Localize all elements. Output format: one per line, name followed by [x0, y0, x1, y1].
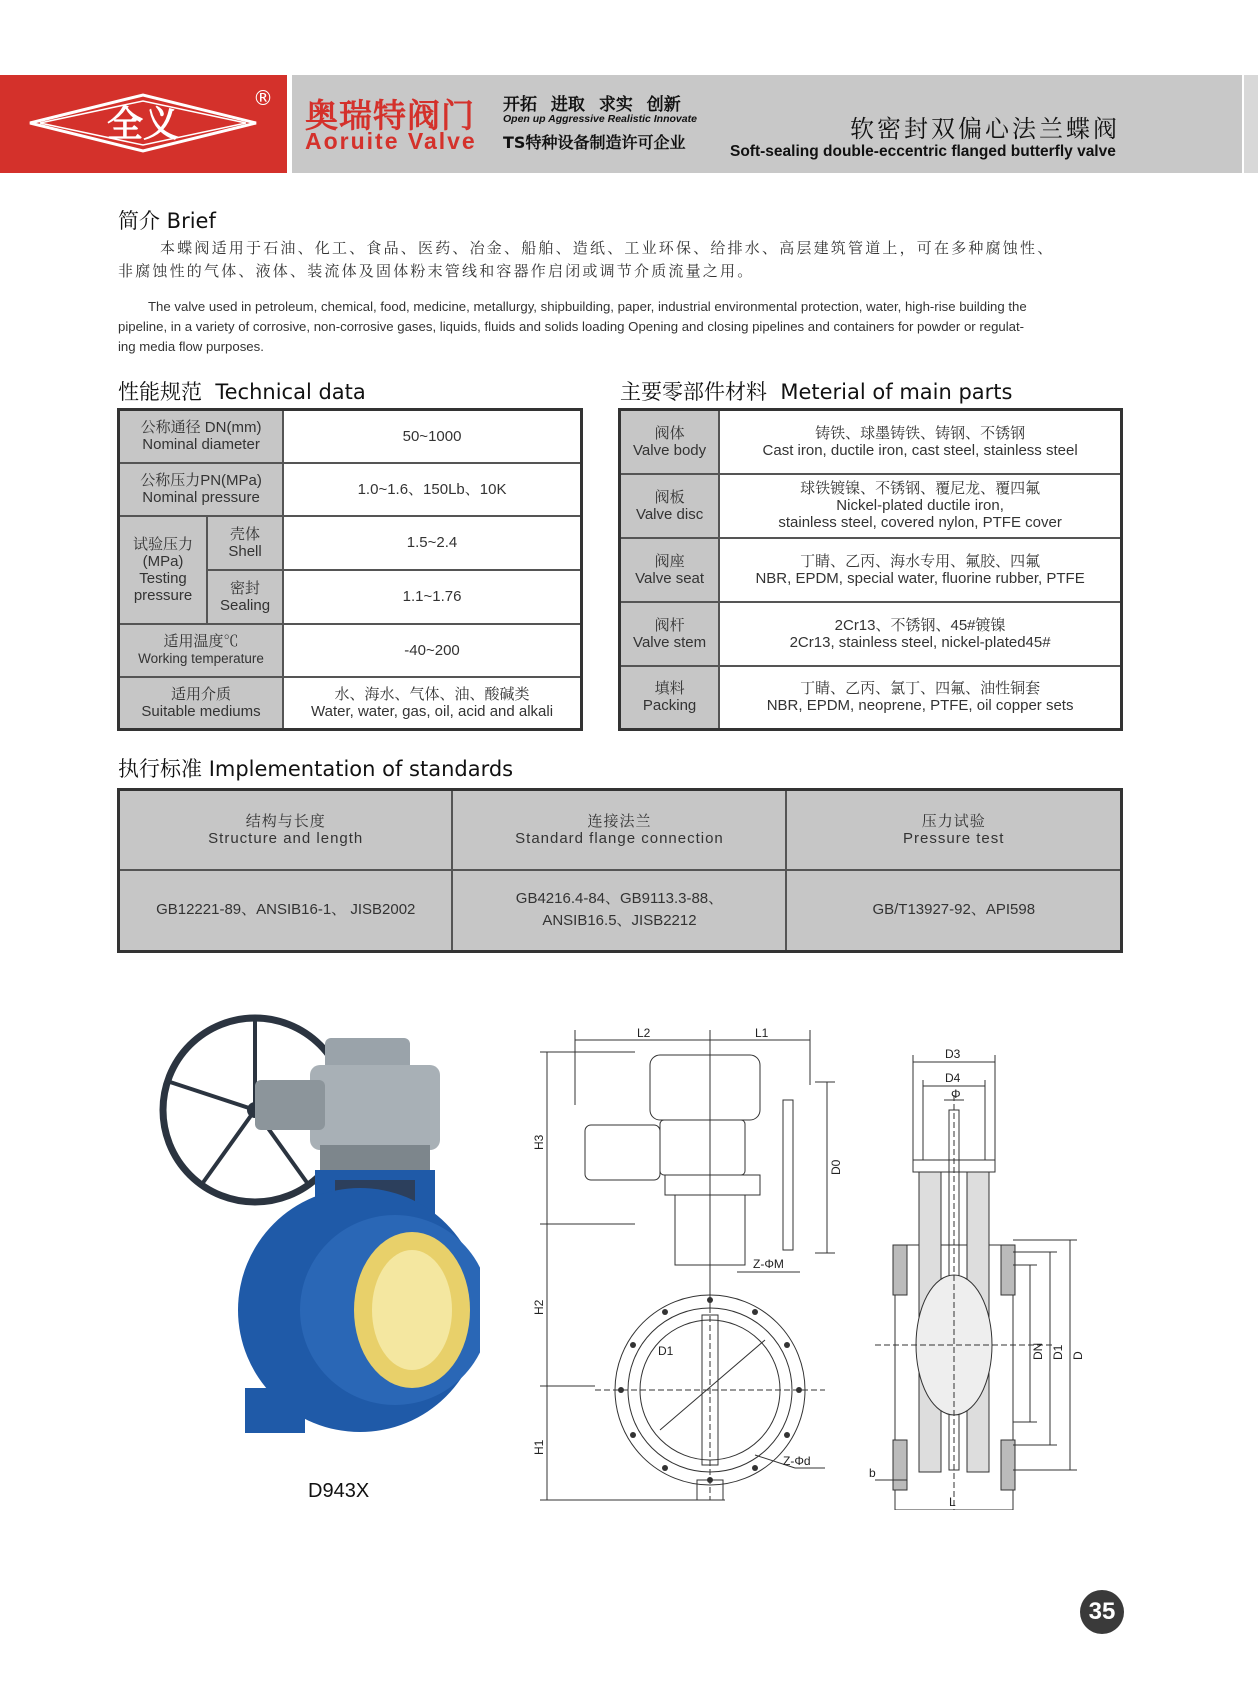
tech-value: 50~1000	[283, 410, 581, 463]
dim-h3: H3	[532, 1134, 546, 1150]
tech-value: -40~200	[283, 624, 581, 677]
standards-table	[117, 788, 1123, 953]
tech-value: 1.5~2.4	[283, 516, 581, 570]
tech-value: 1.1~1.76	[283, 570, 581, 624]
brief-heading: 简介 Brief	[118, 209, 216, 233]
brief-text-en-3: ing media flow purposes.	[118, 339, 264, 354]
product-title-cn: 软密封双偏心法兰蝶阀	[850, 115, 1120, 143]
brand-name-en: Aoruite Valve	[305, 128, 477, 154]
tech-label: 公称压力PN(MPa) Nominal pressure	[119, 463, 284, 516]
dim-d: D	[1071, 1351, 1085, 1360]
test-pressure-group: 试验压力 (MPa) Testing pressure	[120, 517, 207, 623]
parts-heading-en: Meterial of main parts	[780, 380, 1013, 404]
dim-dn: DN	[1031, 1342, 1045, 1360]
table-row	[620, 538, 1122, 602]
table-row	[119, 677, 582, 730]
brief-text-en-1: The valve used in petroleum, chemical, food, medicine, metallurgy, shipbuilding, paper, industrial environmental protection, water, high-rise building the	[148, 299, 1027, 314]
slogan-cn: 开拓 进取 求实 创新	[503, 95, 681, 115]
sealing-label: 密封 Sealing	[220, 579, 271, 614]
part-label: 阀板 Valve disc	[620, 474, 720, 538]
dim-l1: L1	[755, 1026, 769, 1040]
table-row	[620, 474, 1122, 538]
table-row	[119, 463, 582, 516]
header-edge	[1244, 75, 1258, 173]
page-number: 35	[1080, 1590, 1124, 1634]
table-row	[620, 602, 1122, 666]
table-row	[620, 666, 1122, 730]
parts-table	[618, 408, 1123, 731]
tech-label: 适用介质 Suitable mediums	[119, 677, 284, 730]
dim-d4: D4	[945, 1071, 961, 1085]
dim-d0: D0	[829, 1159, 843, 1175]
part-material: 丁睛、乙丙、海水专用、氟胶、四氟 NBR, EPDM, special water, fluorine rubber, PTFE	[719, 538, 1121, 602]
part-label: 阀体 Valve body	[620, 410, 720, 474]
model-number: D943X	[308, 1480, 370, 1502]
front-view-drawing	[525, 1010, 845, 1510]
shell-label: 壳体 Shell	[207, 517, 282, 570]
part-material: 2Cr13、不锈钢、45#镀镍 2Cr13, stainless steel, nickel-plated45#	[719, 602, 1121, 666]
parts-heading	[620, 376, 1012, 406]
dim-zd: Z-Φd	[783, 1454, 811, 1468]
side-view-drawing	[855, 1040, 1100, 1510]
dim-zm: Z-ΦM	[753, 1257, 784, 1271]
table-row	[119, 516, 582, 570]
product-title-en: Soft-sealing double-eccentric flanged butterfly valve	[730, 143, 1116, 160]
dim-h2: H2	[532, 1299, 546, 1315]
brief-text-cn-2: 非腐蚀性的气体、液体、装流体及固体粉末管线和容器作启闭或调节介质流量之用。	[118, 262, 755, 280]
dim-d3: D3	[945, 1047, 961, 1061]
part-label: 填料 Packing	[620, 666, 720, 730]
table-row	[119, 410, 582, 463]
tech-value: 1.0~1.6、150Lb、10K	[283, 463, 581, 516]
registered-mark: ®	[253, 86, 273, 110]
standards-heading	[118, 753, 513, 783]
dim-l2: L2	[637, 1026, 651, 1040]
brief-text-en-2: pipeline, in a variety of corrosive, non-corrosive gases, liquids, fluids and solids loading Opening and closing pipelines and containers for powder or regulat-	[118, 319, 1025, 334]
company-logo	[0, 75, 287, 173]
valve-photo	[150, 1010, 480, 1470]
permit-text: TS特种设备制造许可企业	[503, 133, 686, 152]
standard-header: 结构与长度 Structure and length	[119, 790, 453, 870]
table-row	[119, 624, 582, 677]
dim-l: L	[949, 1495, 956, 1509]
tech-value: 水、海水、气体、油、酸碱类 Water, water, gas, oil, acid and alkali	[283, 677, 581, 730]
brand-name-cn: 奥瑞特阀门	[305, 96, 475, 135]
part-label: 阀座 Valve seat	[620, 538, 720, 602]
logo-text: 全义	[106, 103, 180, 145]
tech-label: 适用温度℃ Working temperature	[119, 624, 284, 677]
dim-b: b	[869, 1466, 876, 1480]
table-row	[620, 410, 1122, 474]
tech-table	[117, 408, 583, 731]
brief-text-cn-1: 本蝶阀适用于石油、化工、食品、医药、冶金、船舶、造纸、工业环保、给排水、高层建筑管道上，可在多种腐蚀性、	[160, 239, 1055, 257]
table-row	[119, 870, 1122, 952]
standards-heading-cn: 执行标准	[118, 757, 202, 781]
standard-header: 连接法兰 Standard flange connection	[452, 790, 786, 870]
part-material: 球铁镀镍、不锈钢、覆尼龙、覆四氟 Nickel-plated ductile iron, stainless steel, covered nylon, PTFE cover	[719, 474, 1121, 538]
test-pressure-cell	[119, 516, 284, 624]
header-logo-panel	[0, 75, 287, 173]
dim-d1: D1	[1051, 1344, 1065, 1360]
table-row	[119, 790, 1122, 870]
tech-label: 公称通径 DN(mm) Nominal diameter	[119, 410, 284, 463]
part-material: 铸铁、球墨铸铁、铸钢、不锈钢 Cast iron, ductile iron, cast steel, stainless steel	[719, 410, 1121, 474]
dim-h1: H1	[532, 1439, 546, 1455]
part-material: 丁睛、乙丙、氯丁、四氟、油性铜套 NBR, EPDM, neoprene, PTFE, oil copper sets	[719, 666, 1121, 730]
tech-heading-cn: 性能规范	[118, 380, 202, 404]
part-label: 阀杆 Valve stem	[620, 602, 720, 666]
tech-heading-en: Technical data	[215, 380, 366, 404]
standards-heading-en: Implementation of standards	[208, 757, 514, 781]
standard-value: GB12221-89、ANSIB16-1、 JISB2002	[119, 870, 453, 952]
dim-d1-front: D1	[658, 1344, 674, 1358]
tech-heading	[118, 376, 366, 406]
standard-header: 压力试验 Pressure test	[786, 790, 1121, 870]
standard-value: GB4216.4-84、GB9113.3-88、 ANSIB16.5、JISB2212	[452, 870, 786, 952]
standard-value: GB/T13927-92、API598	[786, 870, 1121, 952]
slogan-en: Open up Aggressive Realistic Innovate	[503, 113, 697, 125]
dim-phi: Φ	[951, 1087, 961, 1101]
parts-heading-cn: 主要零部件材料	[620, 380, 767, 404]
